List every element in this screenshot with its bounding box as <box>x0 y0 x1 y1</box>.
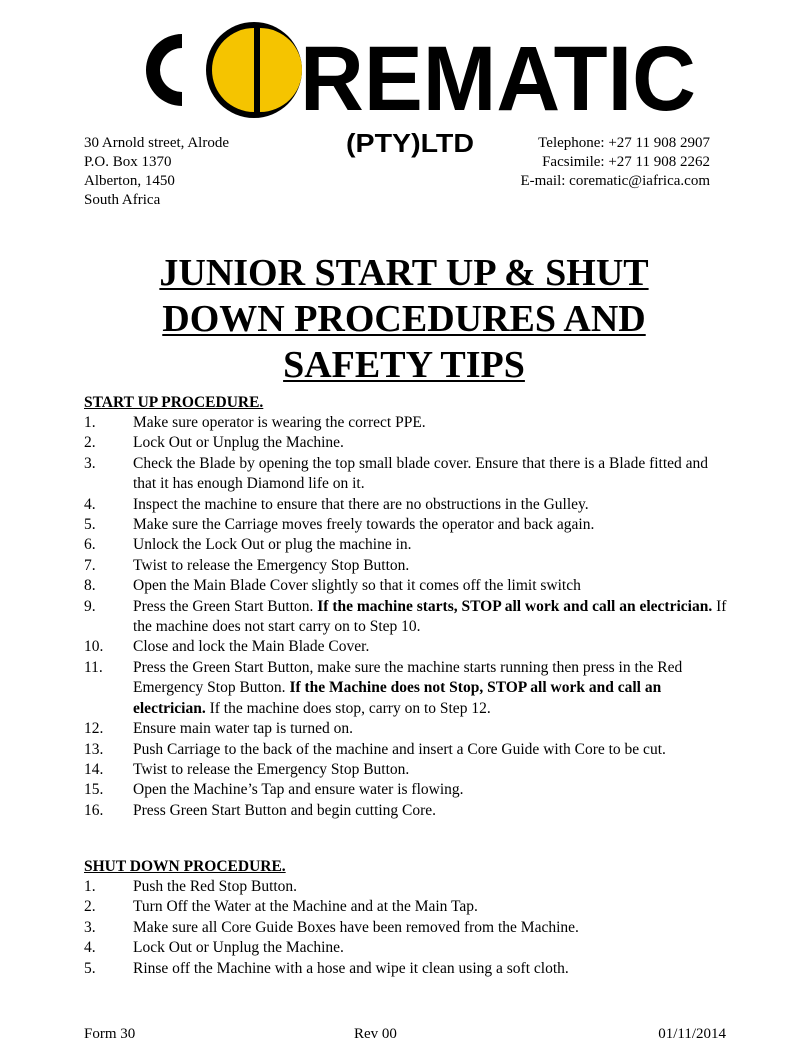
step-text: Twist to release the Emergency Stop Button. <box>133 760 410 778</box>
list-item <box>84 801 734 821</box>
telephone: Telephone: +27 11 908 2907 <box>538 135 710 151</box>
revision: Rev 00 <box>354 1026 397 1042</box>
step-number: 13. <box>84 740 104 758</box>
step-number: 14. <box>84 760 104 778</box>
step-text: Check the Blade by opening the top small blade cover. Ensure that there is a Blade fitted and that it has enough Diamond life on it. <box>133 454 709 493</box>
list-item <box>84 918 734 938</box>
list-item <box>84 719 734 739</box>
step-warning-text: If the machine starts, STOP all work and call an electrician. <box>317 597 713 615</box>
step-number: 3. <box>84 454 96 472</box>
address-line: P.O. Box 1370 <box>84 154 172 170</box>
step-number: 4. <box>84 939 96 957</box>
list-item <box>84 495 734 515</box>
step-number: 6. <box>84 536 96 554</box>
step-number: 9. <box>84 597 96 615</box>
shutdown-steps-list <box>84 877 734 979</box>
email: E-mail: corematic@iafrica.com <box>520 173 710 189</box>
list-item <box>84 413 734 433</box>
step-number: 5. <box>84 516 96 534</box>
step-text: Make sure all Core Guide Boxes have been removed from the Machine. <box>133 918 579 936</box>
startup-heading: START UP PROCEDURE. <box>84 394 264 411</box>
step-text: Push Carriage to the back of the machine and insert a Core Guide with Core to be cut. <box>133 740 666 758</box>
step-number: 12. <box>84 720 104 738</box>
company-contact <box>520 134 710 191</box>
document-title <box>84 250 724 388</box>
step-text: Press the Green Start Button. <box>133 597 318 615</box>
title-line: DOWN PROCEDURES AND <box>162 298 646 340</box>
footer-date: 01/11/2014 <box>658 1026 726 1042</box>
step-text: Make sure the Carriage moves freely towards the operator and back again. <box>133 516 595 534</box>
list-item <box>84 535 734 555</box>
step-text: Twist to release the Emergency Stop Button. <box>133 556 410 574</box>
step-number: 7. <box>84 556 96 574</box>
step-number: 5. <box>84 959 96 977</box>
step-text: Push the Red Stop Button. <box>133 878 298 895</box>
list-item <box>84 760 734 780</box>
list-item <box>84 576 734 596</box>
step-number: 10. <box>84 638 104 656</box>
step-text: If the machine does not start carry on to Step 10. <box>133 597 727 636</box>
step-text: Close and lock the Main Blade Cover. <box>133 638 370 656</box>
step-text: Lock Out or Unplug the Machine. <box>133 939 344 957</box>
address-line: South Africa <box>84 192 161 208</box>
address-line: 30 Arnold street, Alrode <box>84 135 229 151</box>
company-address <box>84 134 229 210</box>
startup-section <box>84 393 734 821</box>
title-line: JUNIOR START UP & SHUT <box>159 252 649 294</box>
step-text: Inspect the machine to ensure that there are no obstructions in the Gulley. <box>133 495 589 513</box>
step-text: Open the Main Blade Cover slightly so that it comes off the limit switch <box>133 577 581 595</box>
step-number: 11. <box>84 658 103 676</box>
step-text: Unlock the Lock Out or plug the machine in. <box>133 536 412 554</box>
list-item <box>84 959 734 979</box>
list-item <box>84 897 734 917</box>
form-number: Form 30 <box>84 1026 136 1042</box>
title-line: SAFETY TIPS <box>283 344 525 386</box>
svg-text:(PTY)LTD: (PTY)LTD <box>346 128 474 158</box>
list-item <box>84 433 734 453</box>
step-number: 2. <box>84 898 96 916</box>
list-item <box>84 658 734 719</box>
list-item <box>84 454 734 495</box>
step-text: If the machine does stop, carry on to Step 12. <box>205 699 491 717</box>
list-item <box>84 637 734 657</box>
step-number: 3. <box>84 918 96 936</box>
step-text: Ensure main water tap is turned on. <box>133 720 353 738</box>
step-number: 1. <box>84 878 96 895</box>
address-line: Alberton, 1450 <box>84 173 175 189</box>
step-text: Press the Green Start Button, make sure the machine starts running then press in the Red Emergency Stop Button. <box>133 658 683 697</box>
list-item <box>84 938 734 958</box>
step-text: Turn Off the Water at the Machine and at the Main Tap. <box>133 898 478 916</box>
step-number: 8. <box>84 577 96 595</box>
list-item <box>84 556 734 576</box>
facsimile: Facsimile: +27 11 908 2262 <box>542 154 710 170</box>
step-text: Open the Machine’s Tap and ensure water is flowing. <box>133 781 464 799</box>
startup-steps-list <box>84 413 734 821</box>
shutdown-heading: SHUT DOWN PROCEDURE. <box>84 858 286 875</box>
step-number: 4. <box>84 495 96 513</box>
step-text: Lock Out or Unplug the Machine. <box>133 434 344 452</box>
step-number: 15. <box>84 781 104 799</box>
svg-text:REMATIC: REMATIC <box>300 28 696 130</box>
list-item <box>84 515 734 535</box>
step-number: 2. <box>84 434 96 452</box>
step-number: 16. <box>84 801 104 819</box>
list-item <box>84 780 734 800</box>
step-warning-text: If the Machine does not Stop, STOP all work and call an electrician. <box>133 679 662 717</box>
list-item <box>84 877 734 897</box>
list-item <box>84 740 734 760</box>
list-item <box>84 597 734 638</box>
step-text: Press Green Start Button and begin cutting Core. <box>133 801 437 819</box>
step-text: Make sure operator is wearing the correct PPE. <box>133 414 426 431</box>
step-number: 1. <box>84 414 96 431</box>
step-text: Rinse off the Machine with a hose and wipe it clean using a soft cloth. <box>133 959 569 977</box>
shutdown-section <box>84 857 734 979</box>
